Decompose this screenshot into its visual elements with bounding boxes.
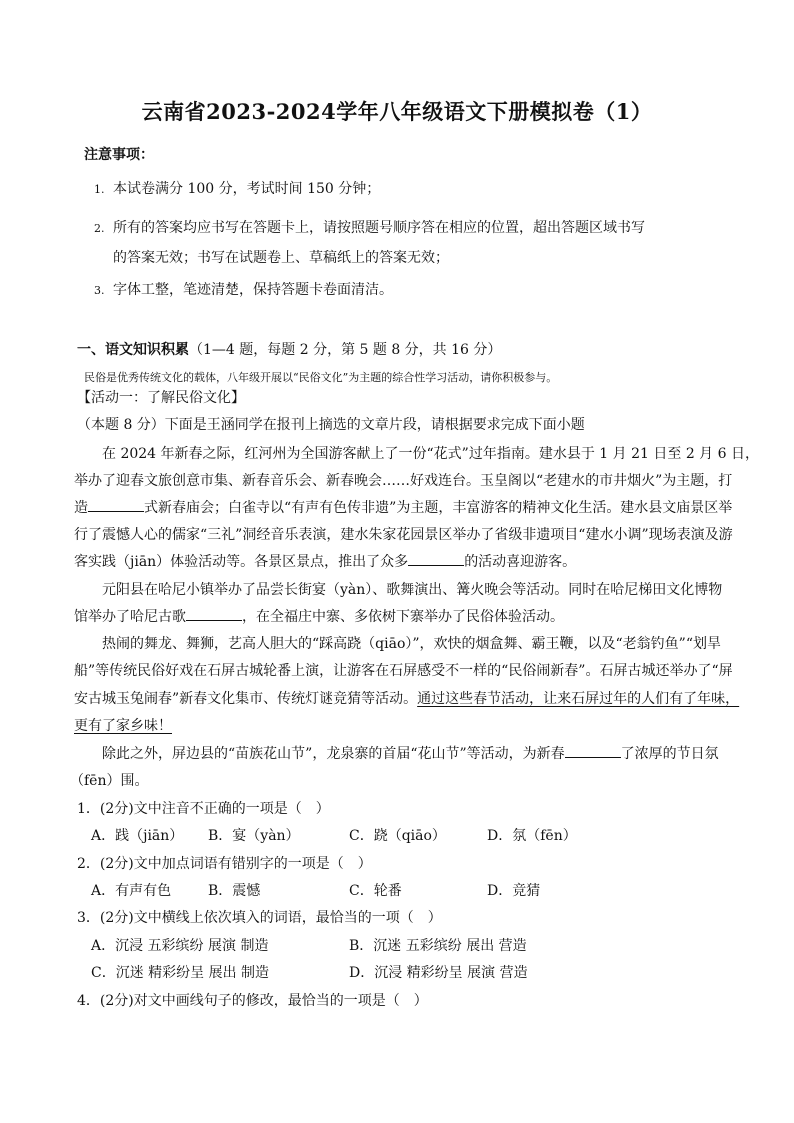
question-option: B．沉迷 五彩缤纷 展出 营造 bbox=[349, 938, 527, 954]
passage-line bbox=[74, 606, 564, 626]
activity-heading: 【活动一：了解民俗文化】 bbox=[77, 390, 245, 406]
notice-item-continued: 的答案无效；书写在试题卷上、草稿纸上的答案无效； bbox=[113, 250, 449, 266]
passage-text: 式新春庙会；白雀寺以“有声有色传非遗”为主题，丰富游客的精神文化生活。建水县文庙景区举 bbox=[144, 500, 733, 516]
fill-blank bbox=[88, 497, 144, 512]
passage-text: 的活动喜迎游客。 bbox=[464, 554, 577, 570]
passage-line: （fēn）围。 bbox=[70, 773, 149, 789]
notice-item-number: 1. bbox=[94, 183, 105, 196]
fill-blank bbox=[186, 606, 242, 621]
question-option: D．沉浸 精彩纷呈 展演 营造 bbox=[349, 965, 528, 981]
notice-item-number: 2. bbox=[94, 222, 105, 235]
question-stem: 3．(2分)文中横线上依次填入的词语，最恰当的一项（ ） bbox=[77, 910, 442, 926]
underlined-sentence: 通过这些春节活动，让来石屏过年的人们有了年味， bbox=[417, 691, 740, 707]
passage-line bbox=[74, 497, 732, 517]
passage-text: 安古城玉兔闹春”新春文化集市、传统灯谜竞猜等活动。 bbox=[74, 691, 418, 707]
passage-text: 客实践（jiān）体验活动等。各景区景点，推出了众多 bbox=[74, 554, 409, 570]
passage-line: 行了震憾人心的儒家“三礼”洞经音乐表演，建水朱家花园景区举办了省级非遗项目“建水小调”现场表演及游 bbox=[74, 527, 733, 543]
task-instruction: （本题 8 分）下面是王涵同学在报刊上摘选的文章片段，请根据要求完成下面小题 bbox=[77, 417, 585, 433]
question-option: C．轮番 bbox=[349, 883, 402, 899]
notice-item-number: 3. bbox=[94, 284, 105, 297]
passage-text: 了浓厚的节日氛 bbox=[620, 746, 719, 762]
passage-line bbox=[74, 551, 576, 571]
question-option: D．氛（fēn） bbox=[487, 828, 577, 844]
question-option: A．践（jiān） bbox=[91, 828, 184, 844]
notice-item: 本试卷满分 100 分，考试时间 150 分钟； bbox=[113, 181, 381, 197]
section-note: （1—4 题，每题 2 分，第 5 题 8 分，共 16 分） bbox=[189, 342, 502, 358]
passage-line: 元阳县在哈尼小镇举办了品尝长街宴（yàn）、歌舞演出、篝火晚会等活动。同时在哈尼梯田文化博物 bbox=[102, 582, 723, 598]
section-title: 一、语文知识积累 bbox=[77, 342, 189, 358]
fill-blank bbox=[408, 551, 464, 566]
section-intro: 民俗是优秀传统文化的载体，八年级开展以“民俗文化”为主题的综合性学习活动，请你积极参与。 bbox=[84, 371, 558, 384]
passage-text: ，在全福庄中寨、多依树下寨举办了民俗体验活动。 bbox=[242, 609, 564, 625]
section-heading bbox=[77, 339, 501, 359]
underlined-sentence: 更有了家乡味！ bbox=[74, 718, 172, 734]
page-title: 云南省2023-2024学年八年级语文下册模拟卷（1） bbox=[141, 99, 653, 124]
question-option: D．竞猜 bbox=[487, 883, 541, 899]
passage-line bbox=[74, 688, 739, 708]
fill-blank bbox=[565, 743, 621, 758]
passage-line bbox=[74, 715, 172, 735]
notice-item: 字体工整，笔迹清楚，保持答题卡卷面清洁。 bbox=[113, 282, 393, 298]
passage-text: 馆举办了哈尼古歌 bbox=[74, 609, 186, 625]
passage-line: 船”等传统民俗好戏在石屏古城轮番上演，让游客在石屏感受不一样的“民俗闹新春”。石屏古城还举办了“屏 bbox=[74, 663, 733, 679]
question-option: B．震憾 bbox=[208, 883, 261, 899]
notice-heading: 注意事项： bbox=[84, 147, 154, 163]
question-option: B．宴（yàn） bbox=[208, 828, 300, 844]
passage-line: 举办了迎春文旅创意市集、新春音乐会、新春晚会……好戏连台。玉皇阁以“老建水的市井烟火”为主题，打 bbox=[74, 473, 733, 489]
passage-text: 除此之外，屏边县的“苗族花山节”，龙泉寨的首届“花山节”等活动，为新春 bbox=[102, 746, 565, 762]
question-stem: 2．(2分)文中加点词语有错别字的一项是（ ） bbox=[77, 856, 372, 872]
question-option: A．沉浸 五彩缤纷 展演 制造 bbox=[91, 938, 269, 954]
question-option: C．跷（qiāo） bbox=[349, 828, 446, 844]
question-stem: 4．(2分)对文中画线句子的修改，最恰当的一项是（ ） bbox=[77, 993, 428, 1009]
question-option: A．有声有色 bbox=[91, 883, 172, 899]
question-stem: 1．(2分)文中注音不正确的一项是（ ） bbox=[77, 801, 330, 817]
question-option: C．沉迷 精彩纷呈 展出 制造 bbox=[91, 965, 270, 981]
notice-item: 所有的答案均应书写在答题卡上，请按照题号顺序答在相应的位置，超出答题区域书写 bbox=[113, 220, 645, 236]
passage-line: 在 2024 年新春之际，红河州为全国游客献上了一份“花式”过年指南。建水县于 1 月 21 日至 2 月 6 日， bbox=[102, 446, 759, 462]
passage-line: 热闹的舞龙、舞狮，艺高人胆大的“踩高跷（qiāo）”，欢快的烟盒舞、霸王鞭，以及“老翁钓鱼”“划旱 bbox=[102, 636, 721, 652]
passage-line bbox=[102, 743, 719, 763]
passage-text: 造 bbox=[74, 500, 88, 516]
